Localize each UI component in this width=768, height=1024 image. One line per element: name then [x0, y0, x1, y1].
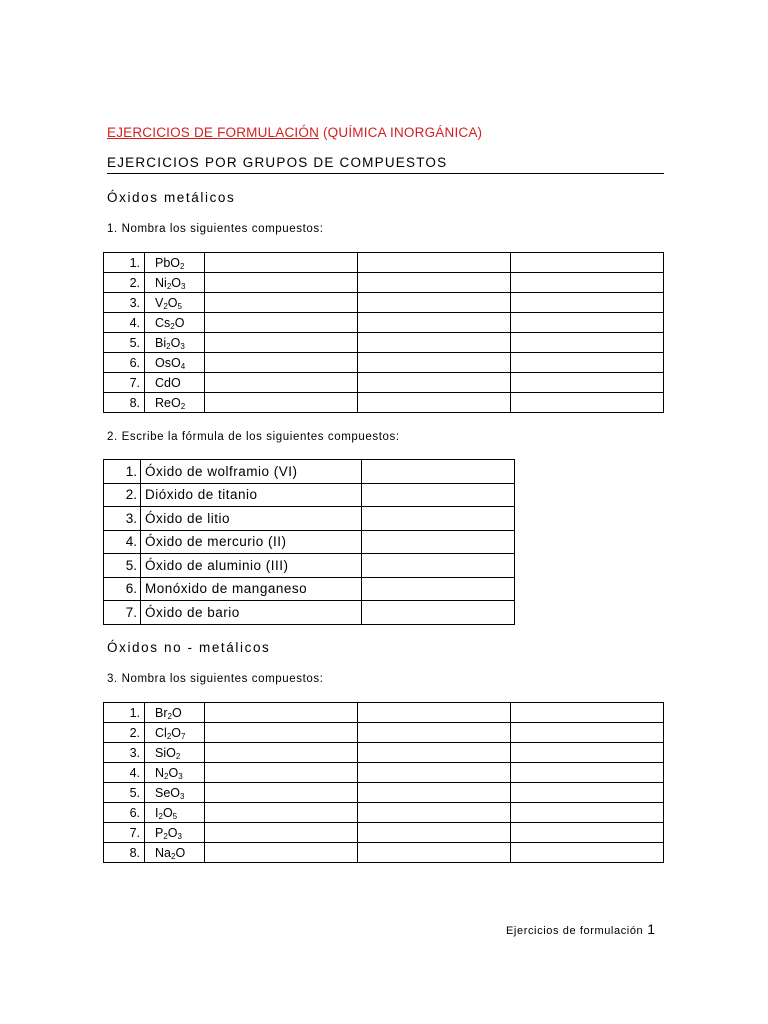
- formula-symbol: O: [166, 745, 176, 760]
- page-number: 1: [647, 921, 656, 937]
- compound-name: Óxido de aluminio (III): [141, 554, 362, 578]
- formula-subscript: 4: [180, 361, 186, 371]
- exercise-1-instruction: 1. Nombra los siguientes compuestos:: [107, 223, 324, 235]
- table-row: [104, 393, 664, 413]
- table-row: [104, 507, 515, 531]
- row-number: 3.: [104, 507, 141, 531]
- formula-symbol: Si: [155, 745, 167, 760]
- answer-cell[interactable]: [511, 293, 664, 313]
- formula-symbol: Os: [155, 355, 171, 370]
- row-number: 7.: [104, 601, 141, 625]
- answer-cell[interactable]: [358, 703, 511, 723]
- exercise-2-table: [103, 459, 515, 625]
- answer-cell[interactable]: [511, 333, 664, 353]
- table-row: [104, 743, 664, 763]
- formula-subscript: 2: [175, 751, 181, 761]
- formula-symbol: N: [155, 765, 165, 780]
- formula-symbol: Cl: [155, 725, 167, 740]
- answer-cell[interactable]: [205, 333, 358, 353]
- table-row: [104, 293, 664, 313]
- formula-subscript: 5: [172, 811, 178, 821]
- formula-symbol: Re: [155, 395, 171, 410]
- formula-subscript: 3: [181, 281, 186, 291]
- compound-formula: [145, 393, 205, 413]
- table-row: [104, 763, 664, 783]
- answer-cell[interactable]: [358, 763, 511, 783]
- formula-symbol: V: [155, 295, 164, 310]
- compound-name: Monóxido de manganeso: [141, 577, 362, 601]
- answer-cell[interactable]: [511, 723, 664, 743]
- row-number: 4.: [104, 763, 145, 783]
- answer-cell[interactable]: [205, 763, 358, 783]
- title-underlined: EJERCICIOS DE FORMULACIÓN: [107, 125, 320, 140]
- formula-symbol: Se: [155, 785, 171, 800]
- formula-subscript: 2: [158, 811, 163, 821]
- answer-cell[interactable]: [511, 393, 664, 413]
- answer-cell[interactable]: [205, 723, 358, 743]
- formula-symbol: Na: [155, 845, 171, 860]
- row-number: 7.: [104, 373, 145, 393]
- table-row: [104, 554, 515, 578]
- compound-name: Óxido de bario: [141, 601, 362, 625]
- row-number: 3.: [104, 743, 145, 763]
- exercise-1-table-body: [104, 253, 664, 413]
- formula-symbol: O: [170, 395, 181, 410]
- document-title: [107, 125, 482, 140]
- answer-cell[interactable]: [205, 253, 358, 273]
- compound-name: Óxido de mercurio (II): [141, 530, 362, 554]
- formula-symbol: O: [174, 315, 185, 330]
- table-row: [104, 823, 664, 843]
- answer-cell[interactable]: [511, 803, 664, 823]
- table-row: [104, 273, 664, 293]
- formula-symbol: I: [155, 805, 159, 820]
- answer-cell[interactable]: [205, 843, 358, 863]
- formula-subscript: 2: [180, 401, 186, 411]
- answer-cell[interactable]: [511, 703, 664, 723]
- answer-cell[interactable]: [358, 783, 511, 803]
- answer-cell[interactable]: [358, 293, 511, 313]
- answer-cell[interactable]: [358, 373, 511, 393]
- compound-formula: [145, 253, 205, 273]
- table-row: [104, 460, 515, 484]
- row-number: 1.: [104, 703, 145, 723]
- answer-cell[interactable]: [358, 393, 511, 413]
- formula-subscript: 2: [170, 851, 176, 861]
- formula-subscript: 3: [177, 831, 182, 841]
- row-number: 6.: [104, 353, 145, 373]
- table-row: [104, 313, 664, 333]
- compound-formula: [145, 763, 205, 783]
- document-subtitle: EJERCICIOS POR GRUPOS DE COMPUESTOS: [107, 155, 664, 174]
- table-row: [104, 353, 664, 373]
- answer-cell[interactable]: [362, 530, 515, 554]
- table-row: [104, 723, 664, 743]
- table-row: [104, 333, 664, 353]
- answer-cell[interactable]: [358, 333, 511, 353]
- answer-cell[interactable]: [205, 393, 358, 413]
- answer-cell[interactable]: [358, 273, 511, 293]
- row-number: 4.: [104, 313, 145, 333]
- table-row: [104, 601, 515, 625]
- answer-cell[interactable]: [362, 601, 515, 625]
- formula-symbol: O: [175, 845, 186, 860]
- section-heading-metal-oxides: Óxidos metálicos: [107, 190, 236, 205]
- answer-cell[interactable]: [358, 313, 511, 333]
- formula-symbol: O: [170, 255, 181, 270]
- formula-subscript: 2: [170, 321, 175, 331]
- row-number: 3.: [104, 293, 145, 313]
- formula-symbol: P: [155, 825, 164, 840]
- answer-cell[interactable]: [205, 353, 358, 373]
- exercise-3-table-body: [104, 703, 664, 863]
- section-heading-nonmetal-oxides: Óxidos no - metálicos: [107, 640, 271, 655]
- table-row: [104, 783, 664, 803]
- row-number: 4.: [104, 530, 141, 554]
- compound-formula: [145, 823, 205, 843]
- formula-symbol: O: [171, 275, 181, 290]
- answer-cell[interactable]: [358, 803, 511, 823]
- formula-symbol: Ni: [155, 275, 167, 290]
- row-number: 8.: [104, 393, 145, 413]
- answer-cell[interactable]: [511, 763, 664, 783]
- formula-subscript: 2: [163, 831, 168, 841]
- answer-cell[interactable]: [205, 373, 358, 393]
- formula-subscript: 5: [177, 301, 182, 311]
- exercise-2-table-body: [104, 460, 515, 625]
- row-number: 6.: [104, 577, 141, 601]
- exercise-3-table: [103, 702, 664, 863]
- answer-cell[interactable]: [362, 507, 515, 531]
- answer-cell[interactable]: [511, 313, 664, 333]
- answer-cell[interactable]: [358, 843, 511, 863]
- answer-cell[interactable]: [358, 253, 511, 273]
- formula-symbol: O: [171, 705, 182, 720]
- table-row: [104, 530, 515, 554]
- formula-symbol: O: [167, 295, 178, 310]
- row-number: 6.: [104, 803, 145, 823]
- compound-name: Óxido de litio: [141, 507, 362, 531]
- table-row: [104, 703, 664, 723]
- answer-cell[interactable]: [511, 353, 664, 373]
- answer-cell[interactable]: [362, 483, 515, 507]
- formula-symbol: O: [168, 765, 179, 780]
- row-number: 2.: [104, 483, 141, 507]
- compound-formula: [145, 333, 205, 353]
- table-row: [104, 483, 515, 507]
- exercise-1-table: [103, 252, 664, 413]
- row-number: 2.: [104, 723, 145, 743]
- row-number: 2.: [104, 273, 145, 293]
- page-footer: [506, 921, 656, 937]
- formula-subscript: 2: [166, 281, 172, 291]
- row-number: 5.: [104, 333, 145, 353]
- formula-subscript: 2: [163, 301, 168, 311]
- formula-subscript: 3: [178, 771, 183, 781]
- formula-symbol: O: [162, 805, 173, 820]
- answer-cell[interactable]: [205, 783, 358, 803]
- compound-formula: [145, 273, 205, 293]
- answer-cell[interactable]: [205, 823, 358, 843]
- answer-cell[interactable]: [205, 803, 358, 823]
- answer-cell[interactable]: [205, 273, 358, 293]
- compound-formula: [145, 703, 205, 723]
- title-rest: (QUÍMICA INORGÁNICA): [319, 125, 483, 140]
- compound-formula: [145, 743, 205, 763]
- row-number: 5.: [104, 554, 141, 578]
- exercise-2-instruction: 2. Escribe la fórmula de los siguientes compuestos:: [107, 431, 400, 443]
- answer-cell[interactable]: [511, 823, 664, 843]
- row-number: 7.: [104, 823, 145, 843]
- formula-symbol: Bi: [155, 335, 167, 350]
- formula-subscript: 2: [164, 771, 169, 781]
- row-number: 1.: [104, 253, 145, 273]
- formula-symbol: Cs: [155, 315, 171, 330]
- formula-subscript: 7: [181, 731, 186, 741]
- answer-cell[interactable]: [362, 554, 515, 578]
- answer-cell[interactable]: [205, 313, 358, 333]
- answer-cell[interactable]: [511, 783, 664, 803]
- compound-formula: [145, 293, 205, 313]
- formula-subscript: 2: [166, 731, 172, 741]
- answer-cell[interactable]: [358, 823, 511, 843]
- formula-symbol: Pb: [155, 255, 171, 270]
- row-number: 8.: [104, 843, 145, 863]
- compound-formula: [145, 353, 205, 373]
- answer-cell[interactable]: [358, 353, 511, 373]
- table-row: [104, 373, 664, 393]
- formula-symbol: O: [171, 725, 181, 740]
- answer-cell[interactable]: [205, 743, 358, 763]
- answer-cell[interactable]: [511, 373, 664, 393]
- formula-symbol: O: [170, 355, 181, 370]
- formula-symbol: O: [170, 335, 181, 350]
- answer-cell[interactable]: [362, 577, 515, 601]
- table-row: [104, 803, 664, 823]
- compound-formula: [145, 723, 205, 743]
- compound-formula: [145, 313, 205, 333]
- footer-label: Ejercicios de formulación: [506, 925, 644, 937]
- table-row: [104, 577, 515, 601]
- formula-subscript: 2: [167, 711, 172, 721]
- formula-subscript: 3: [180, 341, 185, 351]
- formula-symbol: CdO: [155, 375, 181, 390]
- answer-cell[interactable]: [362, 460, 515, 484]
- formula-subscript: 2: [166, 341, 171, 351]
- compound-formula: [145, 373, 205, 393]
- compound-name: Óxido de wolframio (VI): [141, 460, 362, 484]
- answer-cell[interactable]: [511, 743, 664, 763]
- answer-cell[interactable]: [358, 743, 511, 763]
- answer-cell[interactable]: [511, 273, 664, 293]
- answer-cell[interactable]: [511, 843, 664, 863]
- answer-cell[interactable]: [358, 723, 511, 743]
- formula-symbol: O: [167, 825, 178, 840]
- compound-formula: [145, 803, 205, 823]
- formula-subscript: 2: [180, 261, 185, 271]
- table-row: [104, 253, 664, 273]
- answer-cell[interactable]: [205, 293, 358, 313]
- formula-subscript: 3: [180, 791, 185, 801]
- answer-cell[interactable]: [205, 703, 358, 723]
- table-row: [104, 843, 664, 863]
- formula-symbol: Br: [155, 705, 168, 720]
- row-number: 5.: [104, 783, 145, 803]
- compound-formula: [145, 783, 205, 803]
- exercise-3-instruction: 3. Nombra los siguientes compuestos:: [107, 673, 324, 685]
- compound-name: Dióxido de titanio: [141, 483, 362, 507]
- answer-cell[interactable]: [511, 253, 664, 273]
- formula-symbol: O: [170, 785, 181, 800]
- compound-formula: [145, 843, 205, 863]
- row-number: 1.: [104, 460, 141, 484]
